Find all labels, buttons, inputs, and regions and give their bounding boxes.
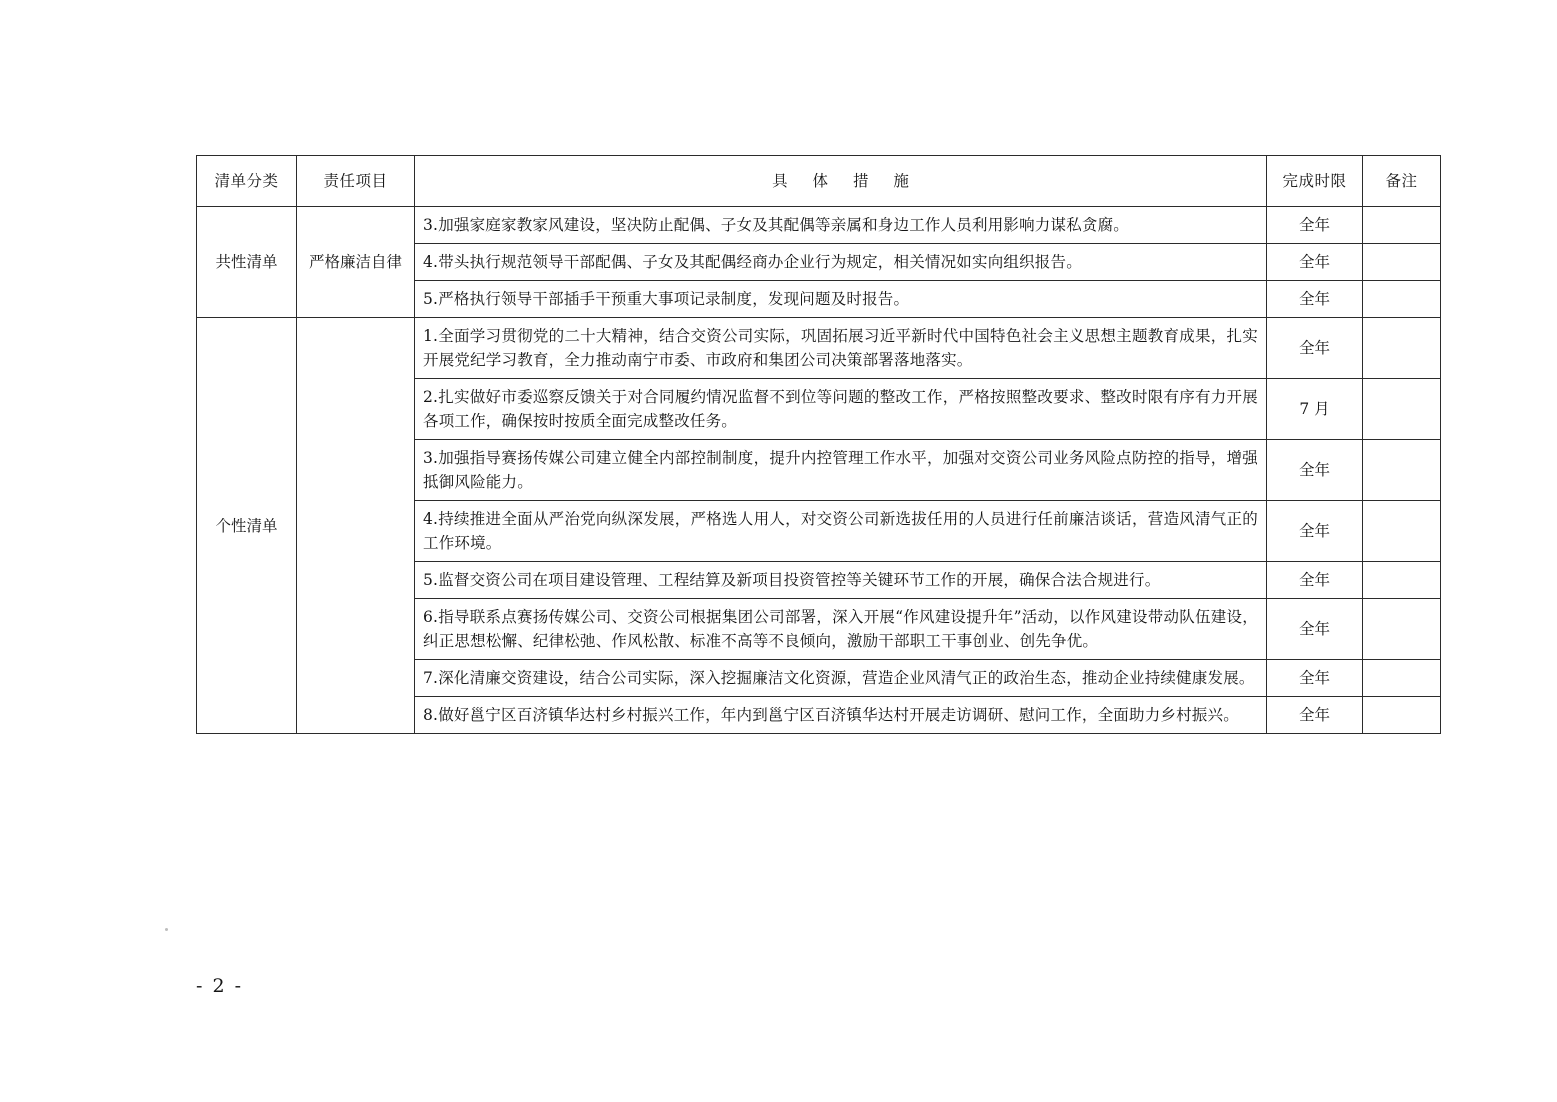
measure-text: 4.带头执行规范领导干部配偶、子女及其配偶经商办企业行为规定，相关情况如实向组织报告。: [415, 244, 1267, 281]
measure-text: 6.指导联系点赛扬传媒公司、交资公司根据集团公司部署，深入开展“作风建设提升年”活动，以作风建设带动队伍建设，纠正思想松懈、纪律松弛、作风松散、标准不高等不良倾向，激励干部职工干事创业、创先争优。: [415, 599, 1267, 660]
group-duty-individual: [297, 318, 415, 734]
header-measure: 具 体 措 施: [415, 156, 1267, 207]
measure-text: 5.监督交资公司在项目建设管理、工程结算及新项目投资管控等关键环节工作的开展，确保合法合规进行。: [415, 562, 1267, 599]
header-remark: 备注: [1363, 156, 1441, 207]
table-header: [197, 156, 1441, 207]
remark-text: [1363, 599, 1441, 660]
measure-text: 8.做好邕宁区百济镇华达村乡村振兴工作，年内到邕宁区百济镇华达村开展走访调研、慰问工作，全面助力乡村振兴。: [415, 697, 1267, 734]
scan-speck: [165, 928, 168, 931]
remark-text: [1363, 562, 1441, 599]
header-duty: 责任项目: [297, 156, 415, 207]
table-body: [197, 207, 1441, 734]
measure-text: 1.全面学习贯彻党的二十大精神，结合交资公司实际，巩固拓展习近平新时代中国特色社会主义思想主题教育成果，扎实开展党纪学习教育，全力推动南宁市委、市政府和集团公司决策部署落地落实。: [415, 318, 1267, 379]
measure-text: 7.深化清廉交资建设，结合公司实际，深入挖掘廉洁文化资源，营造企业风清气正的政治生态，推动企业持续健康发展。: [415, 660, 1267, 697]
deadline-text: 全年: [1267, 562, 1363, 599]
deadline-text: 7 月: [1267, 379, 1363, 440]
deadline-text: 全年: [1267, 207, 1363, 244]
table-row: [197, 207, 1441, 244]
remark-text: [1363, 318, 1441, 379]
remark-text: [1363, 440, 1441, 501]
deadline-text: 全年: [1267, 697, 1363, 734]
group-category-common: 共性清单: [197, 207, 297, 318]
deadline-text: 全年: [1267, 440, 1363, 501]
header-deadline: 完成时限: [1267, 156, 1363, 207]
remark-text: [1363, 501, 1441, 562]
remark-text: [1363, 207, 1441, 244]
remark-text: [1363, 244, 1441, 281]
measure-text: 3.加强指导赛扬传媒公司建立健全内部控制制度，提升内控管理工作水平，加强对交资公司业务风险点防控的指导，增强抵御风险能力。: [415, 440, 1267, 501]
remark-text: [1363, 281, 1441, 318]
header-category: 清单分类: [197, 156, 297, 207]
measure-text: 3.加强家庭家教家风建设，坚决防止配偶、子女及其配偶等亲属和身边工作人员利用影响力谋私贪腐。: [415, 207, 1267, 244]
group-category-individual: 个性清单: [197, 318, 297, 734]
deadline-text: 全年: [1267, 318, 1363, 379]
remark-text: [1363, 379, 1441, 440]
measure-text: 5.严格执行领导干部插手干预重大事项记录制度，发现问题及时报告。: [415, 281, 1267, 318]
deadline-text: 全年: [1267, 599, 1363, 660]
deadline-text: 全年: [1267, 244, 1363, 281]
responsibility-list-table: [196, 155, 1441, 734]
group-duty-common: 严格廉洁自律: [297, 207, 415, 318]
table-header-row: [197, 156, 1441, 207]
measure-text: 2.扎实做好市委巡察反馈关于对合同履约情况监督不到位等问题的整改工作，严格按照整改要求、整改时限有序有力开展各项工作，确保按时按质全面完成整改任务。: [415, 379, 1267, 440]
table-row: [197, 318, 1441, 379]
page-number: - 2 -: [196, 975, 244, 997]
remark-text: [1363, 660, 1441, 697]
measure-text: 4.持续推进全面从严治党向纵深发展，严格选人用人，对交资公司新选拔任用的人员进行任前廉洁谈话，营造风清气正的工作环境。: [415, 501, 1267, 562]
deadline-text: 全年: [1267, 281, 1363, 318]
remark-text: [1363, 697, 1441, 734]
deadline-text: 全年: [1267, 501, 1363, 562]
deadline-text: 全年: [1267, 660, 1363, 697]
